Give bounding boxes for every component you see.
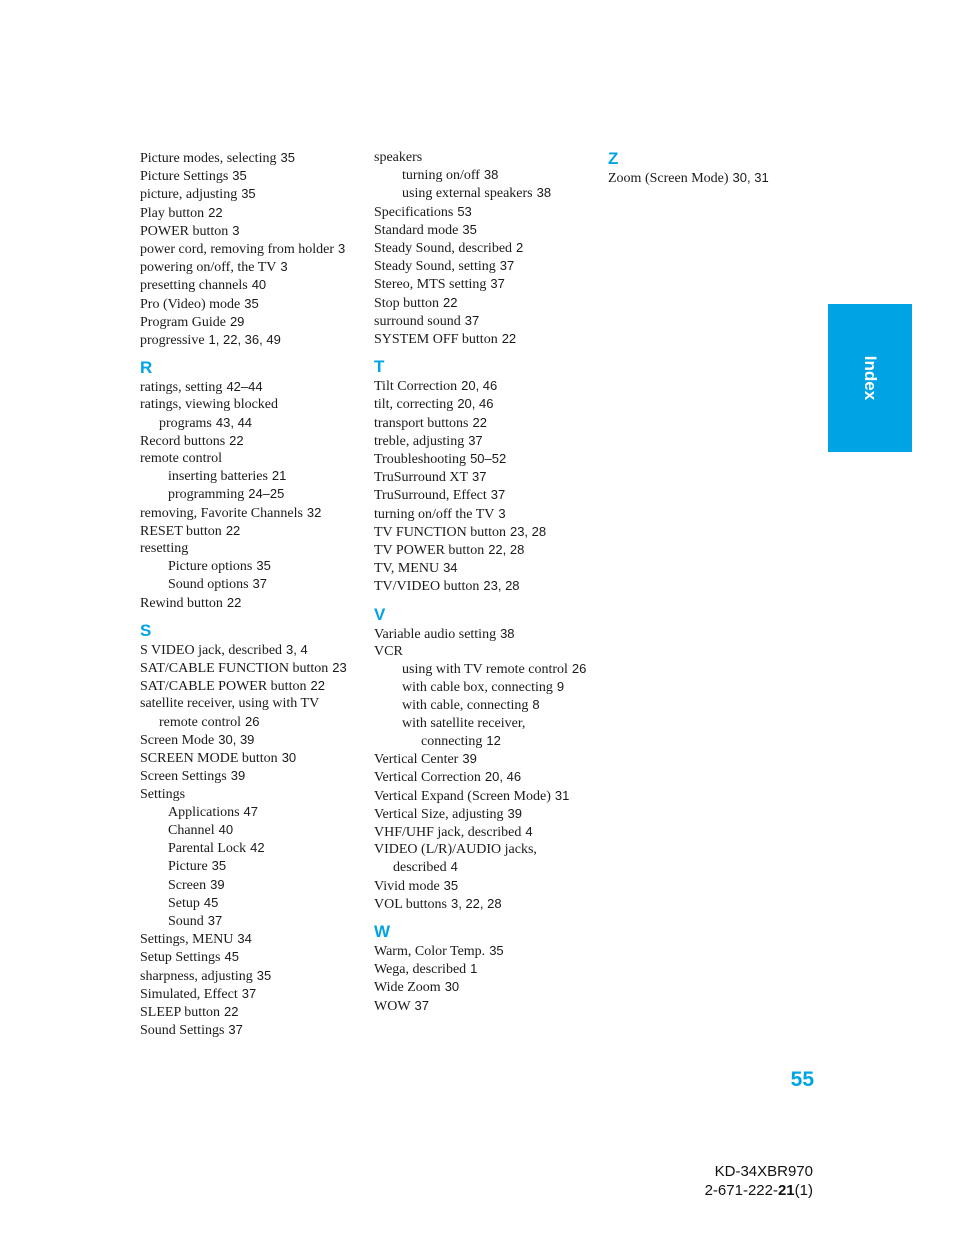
index-entry [374,895,589,913]
entry-term: power cord, removing from holder [140,242,334,258]
entry-page-refs: 35 [232,168,247,184]
index-entry [140,1021,355,1039]
entry-page-refs: 22 [208,204,223,220]
index-entry [140,504,355,522]
entry-term: sharpness, adjusting [140,968,253,984]
index-subentry [140,803,355,821]
document-code-prefix: 2-671-222- [704,1182,778,1199]
entry-term: resetting [140,541,189,557]
entry-term: Screen Settings [140,769,227,785]
entry-page-refs: 35 [489,942,504,958]
index-entry [140,522,355,540]
index-entry [140,240,355,258]
entry-page-refs: 37 [228,1022,243,1038]
index-entry [374,395,589,413]
entry-page-refs: 12 [486,732,501,748]
entry-term: Vertical Center [374,752,459,768]
entry-term: remote control [140,451,223,467]
entry-page-refs: 39 [210,876,225,892]
document-code-bold: 21 [777,1182,795,1199]
entry-term: turning on/off the TV [374,506,495,522]
entry-term: Vertical Correction [374,770,481,786]
entry-term: inserting batteries [168,469,268,485]
index-entry [374,432,589,450]
entry-term: Parental Lock [168,841,247,857]
index-entry [140,659,355,677]
entry-page-refs: 34 [237,931,252,947]
entry-page-refs: 32 [306,504,322,520]
index-entry [374,221,589,239]
index-entry [140,749,355,767]
index-column-3 [608,149,823,187]
entry-term: satellite receiver, using with TV remote control [140,696,319,730]
index-subentry [374,166,589,184]
entry-page-refs: 26 [571,661,587,677]
entry-term: Specifications [374,204,454,220]
entry-page-refs: 37 [241,985,257,1001]
entry-term: removing, Favorite Channels [140,505,303,521]
entry-term: TruSurround, Effect [374,488,487,504]
entry-term: tilt, correcting [374,397,454,413]
entry-page-refs: 37 [490,487,506,503]
index-entry [140,149,355,167]
entry-term: TruSurround XT [374,470,468,486]
entry-term: TV/VIDEO button [374,579,480,595]
index-subentry [140,557,355,575]
index-subentry [140,912,355,930]
entry-page-refs: 38 [483,167,499,183]
entry-term: programming [168,487,245,503]
entry-term: Setup [168,895,200,911]
entry-term: transport buttons [374,415,469,431]
entry-page-refs: 21 [271,468,287,484]
entry-term: SLEEP button [140,1004,220,1020]
entry-term: Stereo, MTS setting [374,277,487,293]
entry-page-refs: 39 [462,751,477,767]
entry-term: VOL buttons [374,896,447,912]
entry-page-refs: 20, 46 [484,769,522,785]
index-entry [374,750,589,768]
index-entry [374,294,589,312]
entry-term: Simulated, Effect [140,986,238,1002]
entry-term: Channel [168,822,215,838]
entry-page-refs: 37 [468,432,483,448]
index-entry [374,505,589,523]
entry-page-refs: 22 [442,294,458,310]
entry-term: using with TV remote control [402,662,568,678]
entry-page-refs: 22 [472,414,487,430]
entry-page-refs: 42–44 [226,379,263,395]
index-subentry [140,821,355,839]
entry-page-refs: 1, 22, 36, 49 [208,332,281,348]
index-entry [374,768,589,786]
entry-page-refs: 35 [256,558,271,574]
entry-term: ratings, viewing blocked programs [140,397,279,431]
entry-term: VCR [374,643,403,659]
entry-page-refs: 37 [252,576,267,592]
index-entry [374,414,589,432]
index-entry [374,942,589,960]
index-entry [140,677,355,695]
entry-page-refs: 35 [244,295,259,311]
index-entry [140,967,355,985]
entry-term: Picture [168,859,208,875]
footer [640,1162,813,1200]
entry-term: treble, adjusting [374,433,465,449]
index-entry [140,540,355,557]
index-entry [140,695,355,730]
entry-term: using external speakers [402,186,533,202]
entry-term: Screen [168,877,207,893]
entry-term: Sound options [168,577,249,593]
entry-page-refs: 35 [211,858,227,874]
entry-term: Variable audio setting [374,626,497,642]
entry-page-refs: 39 [230,768,246,784]
entry-term: TV POWER button [374,543,485,559]
index-entry [140,331,355,349]
entry-term: TV FUNCTION button [374,524,506,540]
entry-page-refs: 37 [464,312,480,328]
entry-page-refs: 43, 44 [215,414,253,430]
index-entry [374,486,589,504]
entry-term: VIDEO (L/R)/AUDIO jacks, described [374,842,537,876]
index-side-tab [828,304,912,452]
entry-term: Applications [168,804,240,820]
index-entry [140,295,355,313]
index-entry [374,450,589,468]
index-entry [140,948,355,966]
entry-term: Pro (Video) mode [140,296,241,312]
entry-term: Wide Zoom [374,980,441,996]
entry-term: Tilt Correction [374,379,458,395]
document-code [640,1181,813,1200]
entry-page-refs: 30, 39 [218,731,255,747]
section-letter: R [140,358,153,378]
entry-page-refs: 37 [472,469,487,485]
index-entry [374,841,589,876]
index-entry [140,258,355,276]
index-entry [140,1003,355,1021]
entry-term: speakers [374,150,423,165]
entry-page-refs: 37 [499,258,515,274]
section-letter: V [374,604,386,624]
entry-term: surround sound [374,313,461,329]
section-letter: T [374,357,385,377]
entry-term: WOW [374,998,411,1014]
entry-term: SCREEN MODE button [140,751,278,767]
index-entry [374,625,589,643]
entry-page-refs: 2 [516,240,524,256]
entry-page-refs: 23, 28 [483,578,520,594]
entry-term: Steady Sound, setting [374,259,496,275]
entry-term: Record buttons [140,433,226,449]
entry-term: with cable box, connecting [402,680,553,696]
entry-page-refs: 53 [457,203,472,219]
entry-page-refs: 20, 46 [461,378,498,394]
entry-term: Vertical Size, adjusting [374,806,504,822]
entry-term: TV, MENU [374,561,440,577]
entry-page-refs: 39 [507,805,522,821]
entry-page-refs: 3, 22, 28 [450,895,502,911]
index-entry [374,541,589,559]
entry-term: powering on/off, the TV [140,260,277,276]
index-entry [140,276,355,294]
entry-term: Settings [140,786,186,802]
index-entry [140,378,355,396]
entry-term: Sound Settings [140,1023,225,1039]
entry-page-refs: 3 [280,259,288,275]
index-entry [374,275,589,293]
entry-term: Settings, MENU [140,932,234,948]
entry-term: POWER button [140,223,229,239]
index-entry [140,185,355,203]
index-entry [374,312,589,330]
entry-page-refs: 23, 28 [509,523,547,539]
entry-page-refs: 37 [414,997,430,1013]
entry-page-refs: 3 [338,241,346,257]
entry-page-refs: 22 [226,594,242,610]
entry-term: Troubleshooting [374,452,467,468]
entry-page-refs: 37 [207,912,223,928]
index-subentry [374,660,589,678]
entry-term: S VIDEO jack, described [140,642,283,658]
entry-page-refs: 35 [241,186,256,202]
entry-page-refs: 22 [225,522,241,538]
entry-page-refs: 8 [532,697,540,713]
entry-term: Setup Settings [140,950,221,966]
entry-term: Play button [140,205,205,221]
document-code-suffix: (1) [794,1182,813,1199]
index-entry [140,204,355,222]
index-entry [374,960,589,978]
entry-page-refs: 29 [229,313,245,329]
section-letter: S [140,620,152,640]
index-entry [374,997,589,1015]
index-subentry [140,876,355,894]
entry-page-refs: 42 [250,840,265,856]
index-column-2 [374,149,589,1015]
index-entry [374,559,589,577]
entry-term: Zoom (Screen Mode) [608,171,729,186]
entry-page-refs: 50–52 [470,451,507,467]
entry-term: Picture Settings [140,169,229,185]
entry-page-refs: 35 [280,150,295,165]
entry-term: SYSTEM OFF button [374,332,498,348]
entry-page-refs: 35 [256,967,272,983]
entry-page-refs: 38 [500,625,515,641]
index-entry [140,767,355,785]
index-entry [374,877,589,895]
index-subentry [374,715,589,750]
entry-page-refs: 26 [245,713,260,729]
index-entry [140,594,355,612]
entry-term: ratings, setting [140,380,223,396]
index-subentry [374,678,589,696]
entry-page-refs: 24–25 [248,486,285,502]
entry-page-refs: 30, 31 [732,170,769,185]
entry-page-refs: 4 [450,859,458,875]
index-entry [374,643,589,660]
entry-term: turning on/off [402,168,480,184]
entry-page-refs: 22 [229,432,244,448]
entry-page-refs: 38 [536,185,552,201]
index-entry [374,577,589,595]
entry-page-refs: 30 [444,979,460,995]
index-entry [374,257,589,275]
index-entry [140,432,355,450]
index-entry [374,978,589,996]
entry-page-refs: 9 [556,679,565,695]
index-entry [140,930,355,948]
entry-page-refs: 22 [224,1003,239,1019]
entry-term: Sound [168,913,204,929]
entry-term: Steady Sound, described [374,241,513,257]
index-entry [140,222,355,240]
index-entry [140,985,355,1003]
index-entry [374,787,589,805]
entry-term: SAT/CABLE POWER button [140,679,307,695]
entry-page-refs: 31 [554,787,570,803]
page-number: 55 [790,1068,814,1091]
index-column-1 [140,149,355,1039]
entry-term: Vivid mode [374,878,440,894]
entry-page-refs: 35 [443,877,459,893]
entry-page-refs: 45 [203,894,219,910]
entry-term: Picture options [168,559,253,575]
entry-page-refs: 30 [281,750,297,766]
index-entry [374,377,589,395]
entry-page-refs: 40 [218,821,234,837]
entry-page-refs: 34 [443,560,458,576]
entry-term: progressive [140,333,205,349]
entry-term: Rewind button [140,595,223,611]
entry-term: RESET button [140,523,222,539]
entry-page-refs: 3, 4 [286,641,308,657]
section-letter: W [374,921,391,941]
index-subentry [140,839,355,857]
entry-page-refs: 37 [490,276,505,292]
entry-term: Vertical Expand (Screen Mode) [374,788,551,804]
entry-page-refs: 22 [310,678,325,694]
entry-term: Wega, described [374,962,467,978]
entry-page-refs: 22 [501,331,517,347]
entry-term: VHF/UHF jack, described [374,824,522,840]
entry-term: Stop button [374,295,439,311]
entry-page-refs: 3 [232,222,240,238]
index-entry [374,823,589,841]
index-subentry [140,857,355,875]
entry-term: Program Guide [140,314,226,330]
index-entry [374,149,589,166]
index-entry [140,313,355,331]
entry-term: Standard mode [374,222,459,238]
entry-page-refs: 20, 46 [457,396,494,412]
index-entry [140,641,355,659]
index-subentry [140,485,355,503]
index-entry [140,786,355,803]
entry-page-refs: 1 [470,961,478,977]
entry-term: SAT/CABLE FUNCTION button [140,661,329,677]
entry-page-refs: 23 [332,660,347,676]
index-entry [140,450,355,467]
entry-page-refs: 47 [243,803,259,819]
index-entry [140,731,355,749]
side-tab-label: Index [861,355,880,401]
entry-term: with satellite receiver, connecting [402,715,526,749]
entry-term: with cable, connecting [402,698,529,714]
index-subentry [374,184,589,202]
entry-page-refs: 22, 28 [488,542,525,558]
index-subentry [140,467,355,485]
entry-term: Picture modes, selecting [140,151,277,166]
entry-term: Warm, Color Temp. [374,943,486,959]
entry-page-refs: 40 [251,277,267,293]
index-entry [374,523,589,541]
entry-term: picture, adjusting [140,187,238,203]
section-letter: Z [608,149,619,168]
index-subentry [140,575,355,593]
entry-page-refs: 3 [498,505,506,521]
index-entry [608,169,823,187]
index-entry [374,239,589,257]
index-entry [374,805,589,823]
model-number: KD-34XBR970 [714,1163,813,1180]
index-entry [374,330,589,348]
index-entry [374,468,589,486]
index-subentry [374,696,589,714]
index-entry [374,203,589,221]
index-entry [140,167,355,185]
entry-page-refs: 45 [224,949,239,965]
index-entry [140,396,355,431]
entry-term: Screen Mode [140,732,215,748]
index-subentry [140,894,355,912]
entry-page-refs: 35 [462,221,477,237]
entry-page-refs: 4 [525,823,533,839]
entry-term: presetting channels [140,278,248,294]
